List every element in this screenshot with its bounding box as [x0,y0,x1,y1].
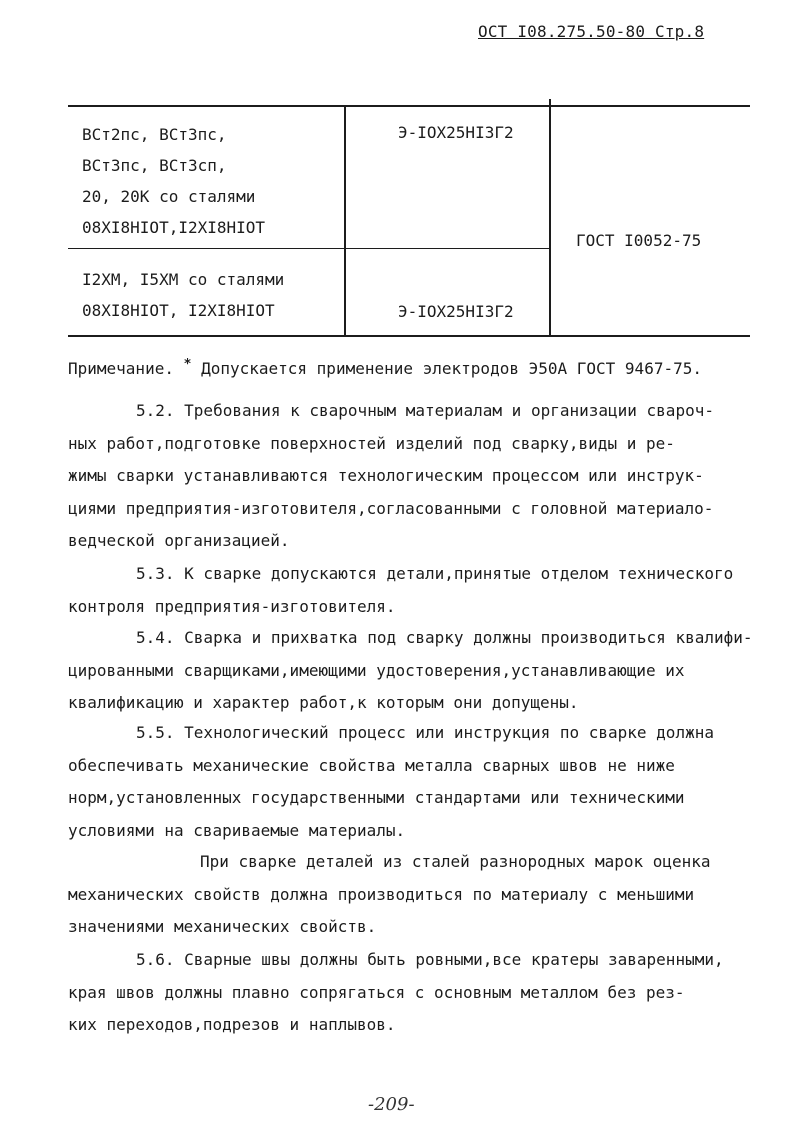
paragraph-line: 5.2. Требования к сварочным материалам и организации свароч- [136,401,714,420]
materials-table [68,105,750,337]
paragraph-5-5-continued [68,846,758,944]
paragraph-line: 5.6. Сварные швы должны быть ровными,все кратеры заваренными, [136,950,724,969]
table-row [82,119,265,243]
standard-cell: ГОСТ I0052-75 [576,231,702,250]
paragraph-line: края швов должны плавно сопрягаться с основным металлом без рез- [68,982,685,1002]
paragraph-line: ных работ,подготовке поверхностей изделий под сварку,виды и ре- [68,433,675,453]
electrode-cell: Э-IOX25HI3Г2 [398,123,514,142]
note-label: Примечание. [68,359,174,378]
material-line: I2XM, I5XM со сталями [82,270,285,289]
paragraph-5-2 [68,395,758,558]
table-note [68,357,702,378]
paragraph-line: контроля предприятия-изготовителя. [68,596,396,616]
paragraph-line: ких переходов,подрезов и наплывов. [68,1015,396,1034]
paragraph-line: условиями на свариваемые материалы. [68,820,406,840]
document-reference: ОСТ I08.275.50-80 Стр.8 [478,22,705,41]
paragraph-line: При сварке деталей из сталей разнородных марок оценка [200,852,711,871]
table-column-divider [344,105,346,337]
material-line: 08XI8HIOT,I2XI8HIOT [82,218,266,237]
table-bottom-border [68,335,750,337]
note-asterisk: * [183,357,192,372]
paragraph-line: 5.5. Технологический процесс или инструкция по сварке должна [136,723,714,742]
material-line: ВСт3пс, ВСт3сп, [82,156,227,175]
material-line: 08XI8HIOT, I2XI8HIOT [82,301,275,320]
table-column-divider [549,99,551,337]
paragraph-line: 5.3. К сварке допускаются детали,принятые отделом технического [136,564,734,583]
table-top-border [68,105,750,107]
note-text: Допускается применение электродов Э50А ГОСТ 9467-75. [201,359,702,378]
paragraph-5-4 [68,622,758,720]
paragraph-line: цированными сварщиками,имеющими удостоверения,устанавливающие их [68,660,685,680]
paragraph-line: значениями механических свойств. [68,917,377,936]
paragraph-line: ведческой организацией. [68,531,290,550]
electrode-cell: Э-IOX25HI3Г2 [398,302,514,321]
material-line: 20, 20К со сталями [82,187,256,206]
paragraph-5-6 [68,944,758,1042]
paragraph-line: обеспечивать механические свойства металла сварных швов не ниже [68,755,675,775]
paragraph-5-5 [68,717,758,847]
page-number: -209- [368,1094,415,1115]
material-line: ВСт2пс, ВСт3пс, [82,125,227,144]
paragraph-line: квалификацию и характер работ,к которым они допущены. [68,693,579,712]
paragraph-line: механических свойств должна производиться по материалу с меньшими [68,884,695,904]
table-row-divider [68,248,550,249]
paragraph-line: жимы сварки устанавливаются технологическим процессом или инструк- [68,466,704,485]
table-row [82,264,284,326]
paragraph-5-3 [68,558,758,623]
paragraph-line: циями предприятия-изготовителя,согласованными с головной материало- [68,498,714,518]
paragraph-line: 5.4. Сварка и прихватка под сварку должны производиться квалифи- [136,628,753,647]
paragraph-line: норм,установленных государственными стандартами или техническими [68,788,685,807]
